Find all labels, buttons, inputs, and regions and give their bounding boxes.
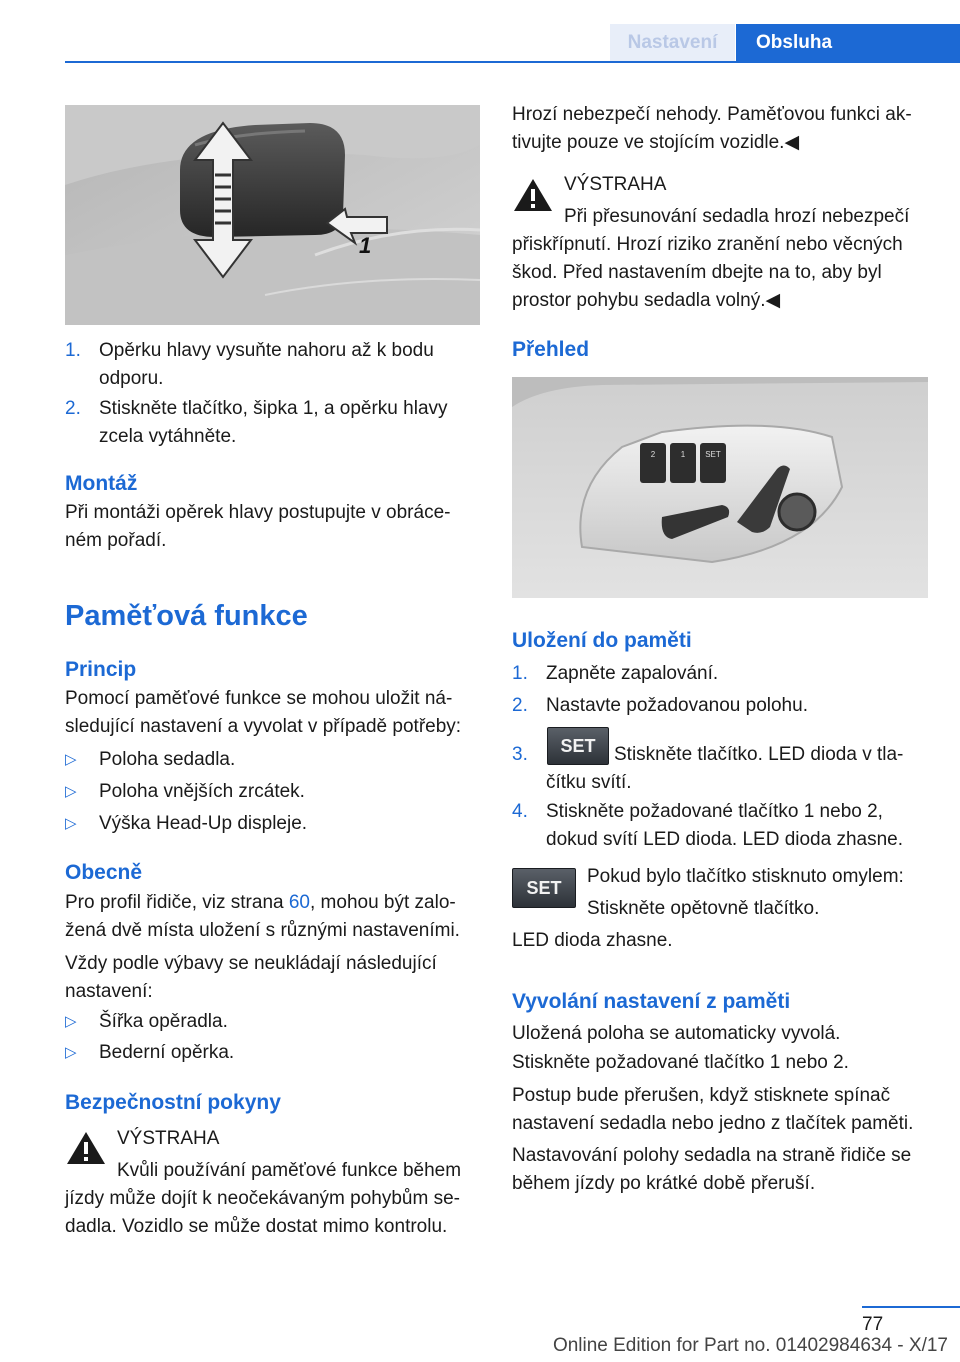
heading-montaz: Montáž (65, 472, 138, 495)
heading-obecne: Obecně (65, 861, 143, 884)
princip-text: Pomocí paměťové funkce se mohou uložit následující nastavení a vyvolat v případě potřeby: (65, 688, 462, 737)
bullet-item (65, 1039, 480, 1067)
seat-controls-illustration (512, 377, 928, 598)
bullet-text: Poloha vnějších zrcátek. (99, 781, 305, 802)
edition-footer: Online Edition for Part no. 01402984634 - X/17 (552, 1335, 948, 1356)
memory-button-set-label: SET (705, 450, 721, 459)
step-text: Zapněte zapalování. (546, 663, 719, 684)
obecne-text (65, 889, 480, 945)
headrest-illustration (65, 105, 480, 325)
step-text: Stiskněte požadované tlačítko 1 nebo 2, dokud svítí LED dioda. LED dioda zhasne. (546, 801, 904, 850)
bullet-item (65, 810, 480, 838)
step-list-item (512, 660, 928, 688)
set-button-icon: SET (512, 868, 576, 908)
obecne-text-after: , mohou být založená dvě místa uložení s různými nastaveními. (65, 892, 460, 941)
heading-ulozeni: Uložení do paměti (512, 629, 692, 652)
bullet-triangle-icon: ▷ (65, 783, 77, 800)
bullet-triangle-icon: ▷ (65, 751, 77, 768)
bullet-triangle-icon: ▷ (65, 815, 77, 832)
step-number: 2. (65, 398, 81, 419)
bullet-triangle-icon: ▷ (65, 1013, 77, 1030)
bullet-text: Šířka opěradla. (99, 1011, 228, 1032)
vyvolani-text-2: Stiskněte požadované tlačítko 1 nebo 2. (512, 1052, 849, 1073)
set-button-icon: SET (547, 727, 609, 765)
note-text-2: Stiskněte opětovně tlačítko. (587, 898, 820, 919)
obecne-text-before: Pro profil řidiče, viz strana (65, 892, 289, 913)
heading-vyvolani: Vyvolání nastavení z paměti (512, 990, 791, 1013)
vyvolani-text-3: Postup bude přerušen, když stisknete spínač nastavení sedadla nebo jedno z tlačítek paměti. (512, 1085, 914, 1134)
continued-text: Hrozí nebezpečí nehody. Paměťovou funkci aktivujte pouze ve stojícím vozidle.◀ (512, 104, 912, 153)
bullet-item (65, 746, 480, 774)
step-list-item (512, 692, 928, 720)
obecne-text-2: Vždy podle výbavy se neukládají následující nastavení: (65, 953, 437, 1002)
page-number: 77 (862, 1314, 884, 1335)
section-title: Paměťová funkce (65, 600, 308, 632)
left-column (65, 0, 480, 1260)
step-list-item (512, 736, 928, 797)
right-column (512, 0, 928, 1260)
step-list-item (65, 337, 480, 393)
tab-nastaveni[interactable]: Nastavení (610, 24, 735, 61)
step-text: Opěrku hlavy vysuňte nahoru až k bodu odporu. (99, 340, 434, 389)
memory-button-2-label: 2 (650, 450, 656, 459)
bullet-item (65, 778, 480, 806)
bullet-item (65, 1008, 480, 1036)
bullet-text: Poloha sedadla. (99, 749, 236, 770)
led-off-text: LED dioda zhasne. (512, 930, 673, 951)
warning-label: VÝSTRAHA (564, 174, 667, 195)
heading-bezpecnost: Bezpečnostní pokyny (65, 1091, 281, 1114)
step-list-item (65, 395, 480, 451)
vyvolani-text-4: Nastavování polohy sedadla na straně řidiče se během jízdy po krátké době přeruší. (512, 1145, 912, 1194)
page-number-rule (862, 1306, 960, 1308)
bullet-text: Bederní opěrka. (99, 1042, 235, 1063)
heading-prehled: Přehled (512, 338, 590, 361)
step-list-item (512, 798, 928, 854)
step-text: Stiskněte tlačítko. LED dioda v tlačítku svítí. (546, 744, 904, 793)
warning-label: VÝSTRAHA (117, 1128, 220, 1149)
warning-text: Kvůli používání paměťové funkce během jízdy může dojít k neočekávaným pohybům sedadla. Vozidlo se může dostat mimo kontrolu. (65, 1160, 462, 1237)
vyvolani-text-1: Uložená poloha se automaticky vyvolá. (512, 1023, 841, 1044)
bullet-triangle-icon: ▷ (65, 1044, 77, 1061)
page-link[interactable]: 60 (288, 892, 310, 913)
step-text: Nastavte požadovanou polohu. (546, 695, 808, 716)
montaz-text: Při montáži opěrek hlavy postupujte v obráceném pořadí. (65, 502, 451, 551)
step-number: 1. (512, 663, 528, 684)
warning-text: Při přesunování sedadla hrozí nebezpečí přiskřípnutí. Hrozí riziko zranění nebo věcných škod. Před nastavením dbejte na to, aby byl prostor pohybu sedadla volný.◀ (512, 206, 910, 311)
step-number: 4. (512, 801, 528, 822)
step-number: 3. (512, 744, 528, 765)
bullet-text: Výška Head-Up displeje. (99, 813, 308, 834)
step-number: 1. (65, 340, 81, 361)
step-number: 2. (512, 695, 528, 716)
image-callout-number: 1 (359, 233, 372, 258)
step-text: Stiskněte tlačítko, šipka 1, a opěrku hlavy zcela vytáhněte. (99, 398, 448, 447)
memory-button-1-label: 1 (680, 450, 686, 459)
tab-obsluha[interactable]: Obsluha (736, 24, 960, 61)
heading-princip: Princip (65, 658, 137, 681)
note-text: Pokud bylo tlačítko stisknuto omylem: (587, 866, 904, 887)
